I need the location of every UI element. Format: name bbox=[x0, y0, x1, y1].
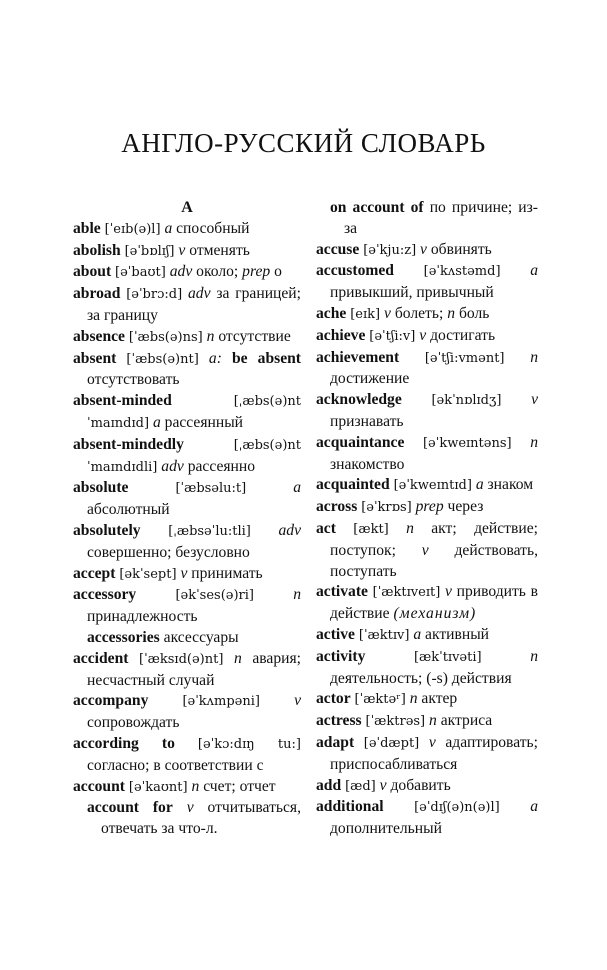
headword: add bbox=[316, 776, 342, 794]
page-title: АНГЛО-РУССКИЙ СЛОВАРЬ bbox=[121, 128, 486, 159]
transcription: [ˌæbsəˈlu:tli] bbox=[168, 523, 251, 539]
transcription: [əˈkʌmpəni] bbox=[182, 694, 260, 710]
dictionary-entry bbox=[316, 240, 538, 262]
dictionary-entry bbox=[73, 521, 301, 564]
part-of-speech: prep bbox=[242, 263, 271, 281]
definition: принадлежность bbox=[87, 608, 198, 626]
definition: согласно; в соответствии с bbox=[87, 756, 264, 774]
part-of-speech: v bbox=[531, 391, 538, 409]
dictionary-entry bbox=[316, 304, 538, 326]
definition: актер bbox=[421, 690, 458, 708]
transcription: [ˈæktrəs] bbox=[365, 714, 426, 730]
transcription: [əˈkaʊnt] bbox=[128, 779, 188, 795]
part-of-speech: n bbox=[530, 647, 538, 665]
dictionary-entry bbox=[316, 689, 538, 711]
transcription: [ækt] bbox=[353, 521, 389, 537]
headword: across bbox=[316, 498, 358, 516]
part-of-speech: adv bbox=[278, 521, 301, 539]
definition: приводить в действие bbox=[330, 583, 538, 623]
definition: за границей; за границу bbox=[87, 285, 301, 324]
definition: акт; действие; поступок; bbox=[330, 519, 538, 559]
dictionary-entry bbox=[73, 284, 301, 327]
transcription: [əkˈses(ə)ri] bbox=[175, 588, 254, 604]
headword: absent-minded bbox=[73, 392, 172, 410]
definition: по причине; из-за bbox=[344, 199, 538, 237]
dictionary-entry bbox=[73, 327, 301, 349]
definition: обвинять bbox=[430, 240, 492, 258]
definition: отсутствие bbox=[218, 327, 291, 345]
definition: адаптировать; приспосабливаться bbox=[330, 733, 538, 773]
headword: account for bbox=[87, 799, 173, 817]
part-of-speech: v bbox=[420, 240, 427, 258]
transcription: [əˈkweɪntəns] bbox=[422, 435, 512, 451]
transcription: [əˈdæpt] bbox=[363, 735, 420, 751]
dictionary-entry bbox=[316, 326, 538, 348]
headword: achievement bbox=[316, 348, 400, 366]
definition: рассеянно bbox=[187, 457, 256, 475]
part-of-speech: v bbox=[180, 564, 188, 582]
transcription: [əˈbɒlɪʃ] bbox=[124, 243, 175, 259]
part-of-speech: v bbox=[384, 304, 391, 322]
part-of-speech: a: bbox=[208, 349, 222, 367]
headword: accident bbox=[73, 649, 129, 667]
definition: признавать bbox=[330, 412, 404, 430]
part-of-speech: adv bbox=[161, 457, 184, 475]
definition: знаком bbox=[487, 476, 534, 494]
headword: account bbox=[73, 777, 125, 795]
transcription: [əˈkʌstəmd] bbox=[423, 264, 501, 280]
definition: через bbox=[447, 498, 484, 516]
definition: рассеянный bbox=[164, 413, 244, 431]
transcription: [əˈtʃi:v] bbox=[369, 328, 416, 344]
definition: способный bbox=[176, 219, 250, 237]
headword: active bbox=[316, 625, 355, 643]
part-of-speech: n bbox=[293, 586, 301, 604]
headword: activate bbox=[316, 583, 368, 601]
transcription: [ækˈtɪvəti] bbox=[413, 649, 482, 665]
part-of-speech: v bbox=[444, 583, 452, 601]
transcription: [ˈæbs(ə)nt] bbox=[126, 351, 199, 367]
transcription: [ˈæksɪd(ə)nt] bbox=[139, 651, 224, 667]
headword: accompany bbox=[73, 692, 149, 710]
dictionary-entry bbox=[73, 691, 301, 734]
headword: absent bbox=[73, 349, 117, 367]
definition: боль bbox=[458, 304, 490, 322]
dictionary-entry bbox=[316, 475, 538, 497]
transcription: [əˈtʃi:vmənt] bbox=[424, 350, 505, 366]
transcription: [ˌæbs(ə)nt ˈmaɪndɪdli] bbox=[87, 437, 301, 475]
dictionary-entry bbox=[73, 219, 301, 241]
definition: болеть; bbox=[394, 304, 444, 322]
transcription: [əˈbaʊt] bbox=[115, 265, 166, 281]
part-of-speech: n bbox=[429, 712, 437, 730]
sub-entry bbox=[316, 198, 538, 240]
transcription: [ˈæbsəlu:t] bbox=[175, 481, 247, 497]
part-of-speech: v bbox=[428, 733, 436, 751]
definition: сопровождать bbox=[87, 714, 180, 732]
dictionary-entry bbox=[73, 241, 301, 263]
definition: счет; отчет bbox=[203, 777, 276, 795]
transcription: [ˌæbs(ə)nt ˈmaɪndɪd] bbox=[87, 394, 301, 431]
transcription: [əˈkɔ:dɪŋ tu:] bbox=[197, 736, 301, 752]
part-of-speech: n bbox=[530, 433, 538, 451]
definition: отменять bbox=[189, 241, 250, 259]
part-of-speech: v bbox=[379, 776, 387, 794]
definition: абсолютный bbox=[87, 501, 170, 519]
headword: according to bbox=[73, 734, 175, 752]
definition: деятельность; (-s) действия bbox=[330, 669, 512, 687]
part-of-speech: a bbox=[164, 219, 173, 237]
dictionary-entry bbox=[73, 435, 301, 479]
headword: absent-mindedly bbox=[73, 435, 184, 453]
part-of-speech: adv bbox=[187, 285, 211, 303]
dictionary-entry bbox=[73, 585, 301, 628]
dictionary-entry bbox=[316, 519, 538, 582]
headword: accessory bbox=[73, 586, 137, 604]
part-of-speech: n bbox=[233, 649, 242, 667]
headword: actress bbox=[316, 712, 362, 730]
headword: act bbox=[316, 519, 336, 537]
part-of-speech: adv bbox=[169, 263, 193, 281]
transcription: [əˈdɪʃ(ə)n(ə)l] bbox=[414, 800, 500, 816]
headword: absence bbox=[73, 327, 125, 345]
dictionary-entry bbox=[316, 582, 538, 625]
transcription: [əkˈsept] bbox=[119, 566, 177, 582]
part-of-speech: a bbox=[152, 413, 161, 431]
headword: ache bbox=[316, 304, 347, 322]
headword: adapt bbox=[316, 733, 355, 751]
transcription: [æd] bbox=[345, 778, 376, 794]
dictionary-entry bbox=[316, 711, 538, 733]
part-of-speech: prep bbox=[415, 498, 444, 516]
headword: about bbox=[73, 263, 112, 281]
part-of-speech: a bbox=[293, 479, 301, 497]
headword: accustomed bbox=[316, 262, 394, 280]
definition: аксессуары bbox=[163, 628, 239, 646]
part-of-speech: n bbox=[406, 519, 414, 537]
transcription: [ˈeɪb(ə)l] bbox=[104, 221, 161, 237]
part-of-speech: v bbox=[419, 326, 427, 344]
dictionary-entry bbox=[316, 497, 538, 519]
dictionary-entry bbox=[316, 797, 538, 840]
definition: достижение bbox=[330, 370, 410, 388]
transcription: [ˈæktəʳ] bbox=[354, 692, 406, 708]
transcription: [əkˈnɒlɪdʒ] bbox=[431, 393, 502, 409]
headword: on account of bbox=[330, 199, 424, 216]
part-of-speech: v bbox=[294, 692, 301, 710]
usage-note: (механизм) bbox=[393, 605, 477, 623]
headword: achieve bbox=[316, 326, 366, 344]
definition: принимать bbox=[191, 564, 263, 582]
definition: совершенно; безусловно bbox=[87, 543, 250, 561]
headword: accept bbox=[73, 564, 116, 582]
dictionary-entry bbox=[73, 649, 301, 692]
definition: достигать bbox=[430, 326, 496, 344]
part-of-speech: a bbox=[530, 262, 538, 280]
part-of-speech: n bbox=[530, 348, 538, 366]
headword: abroad bbox=[73, 285, 121, 303]
headword: activity bbox=[316, 647, 366, 665]
dictionary-entry bbox=[316, 261, 538, 304]
transcription: [eɪk] bbox=[350, 306, 381, 322]
transcription: [ˈæktɪveɪt] bbox=[372, 585, 441, 601]
dictionary-entry bbox=[73, 262, 301, 284]
definition: о bbox=[274, 263, 282, 281]
dictionary-entry bbox=[316, 733, 538, 776]
sub-entry bbox=[73, 628, 301, 649]
transcription: [ˈæktɪv] bbox=[358, 627, 410, 643]
definition: активный bbox=[425, 625, 490, 643]
headword: able bbox=[73, 219, 101, 237]
headword: absolutely bbox=[73, 521, 141, 539]
headword: accessories bbox=[87, 628, 160, 646]
headword-phrase: be absent bbox=[231, 349, 301, 367]
dictionary-entry bbox=[73, 734, 301, 777]
headword: accuse bbox=[316, 240, 360, 258]
part-of-speech: v bbox=[178, 241, 186, 259]
definition: дополнительный bbox=[330, 820, 442, 838]
dictionary-entry bbox=[316, 647, 538, 690]
part-of-speech: v bbox=[186, 799, 194, 817]
definition: добавить bbox=[390, 776, 451, 794]
part-of-speech: a bbox=[475, 476, 484, 494]
headword: abolish bbox=[73, 241, 121, 259]
transcription: [əˈbrɔ:d] bbox=[126, 287, 183, 303]
dictionary-entry bbox=[73, 564, 301, 586]
part-of-speech: a bbox=[413, 625, 422, 643]
part-of-speech: a bbox=[530, 798, 538, 816]
headword: acquainted bbox=[316, 476, 390, 494]
dictionary-entry bbox=[73, 777, 301, 799]
right-column bbox=[316, 198, 538, 840]
headword: additional bbox=[316, 798, 384, 816]
part-of-speech: n bbox=[447, 304, 456, 322]
dictionary-entry bbox=[73, 478, 301, 521]
transcription: [ˈæbs(ə)ns] bbox=[128, 329, 203, 345]
definition: знакомство bbox=[330, 455, 405, 473]
dictionary-entry bbox=[316, 776, 538, 798]
left-column bbox=[73, 198, 301, 840]
dictionary-entry bbox=[73, 391, 301, 435]
transcription: [əˈkju:z] bbox=[363, 242, 417, 258]
transcription: [əˈkrɒs] bbox=[361, 500, 412, 516]
headword: absolute bbox=[73, 479, 129, 497]
definition: привыкший, привычный bbox=[330, 284, 494, 302]
section-letter: A bbox=[181, 199, 193, 216]
headword: actor bbox=[316, 690, 351, 708]
part-of-speech: n bbox=[206, 327, 215, 345]
definition: отсутствовать bbox=[87, 371, 180, 389]
definition: отчитываться, отвечать за что-л. bbox=[101, 799, 301, 838]
definition: авария; несчастный случай bbox=[87, 649, 301, 689]
definition: около; bbox=[196, 263, 239, 281]
part-of-speech: n bbox=[409, 690, 418, 708]
dictionary-entry bbox=[316, 348, 538, 391]
part-of-speech: v bbox=[421, 541, 429, 559]
dictionary-entry bbox=[316, 625, 538, 647]
sub-entry bbox=[73, 798, 301, 840]
headword: acknowledge bbox=[316, 391, 402, 409]
dictionary-entry bbox=[316, 390, 538, 433]
definition: актриса bbox=[440, 712, 493, 730]
headword: acquaintance bbox=[316, 433, 405, 451]
part-of-speech: n bbox=[191, 777, 200, 795]
dictionary-entry bbox=[316, 433, 538, 476]
dictionary-entry bbox=[73, 349, 301, 392]
definition: действовать, поступать bbox=[330, 541, 538, 580]
transcription: [əˈkweɪntɪd] bbox=[393, 478, 472, 494]
